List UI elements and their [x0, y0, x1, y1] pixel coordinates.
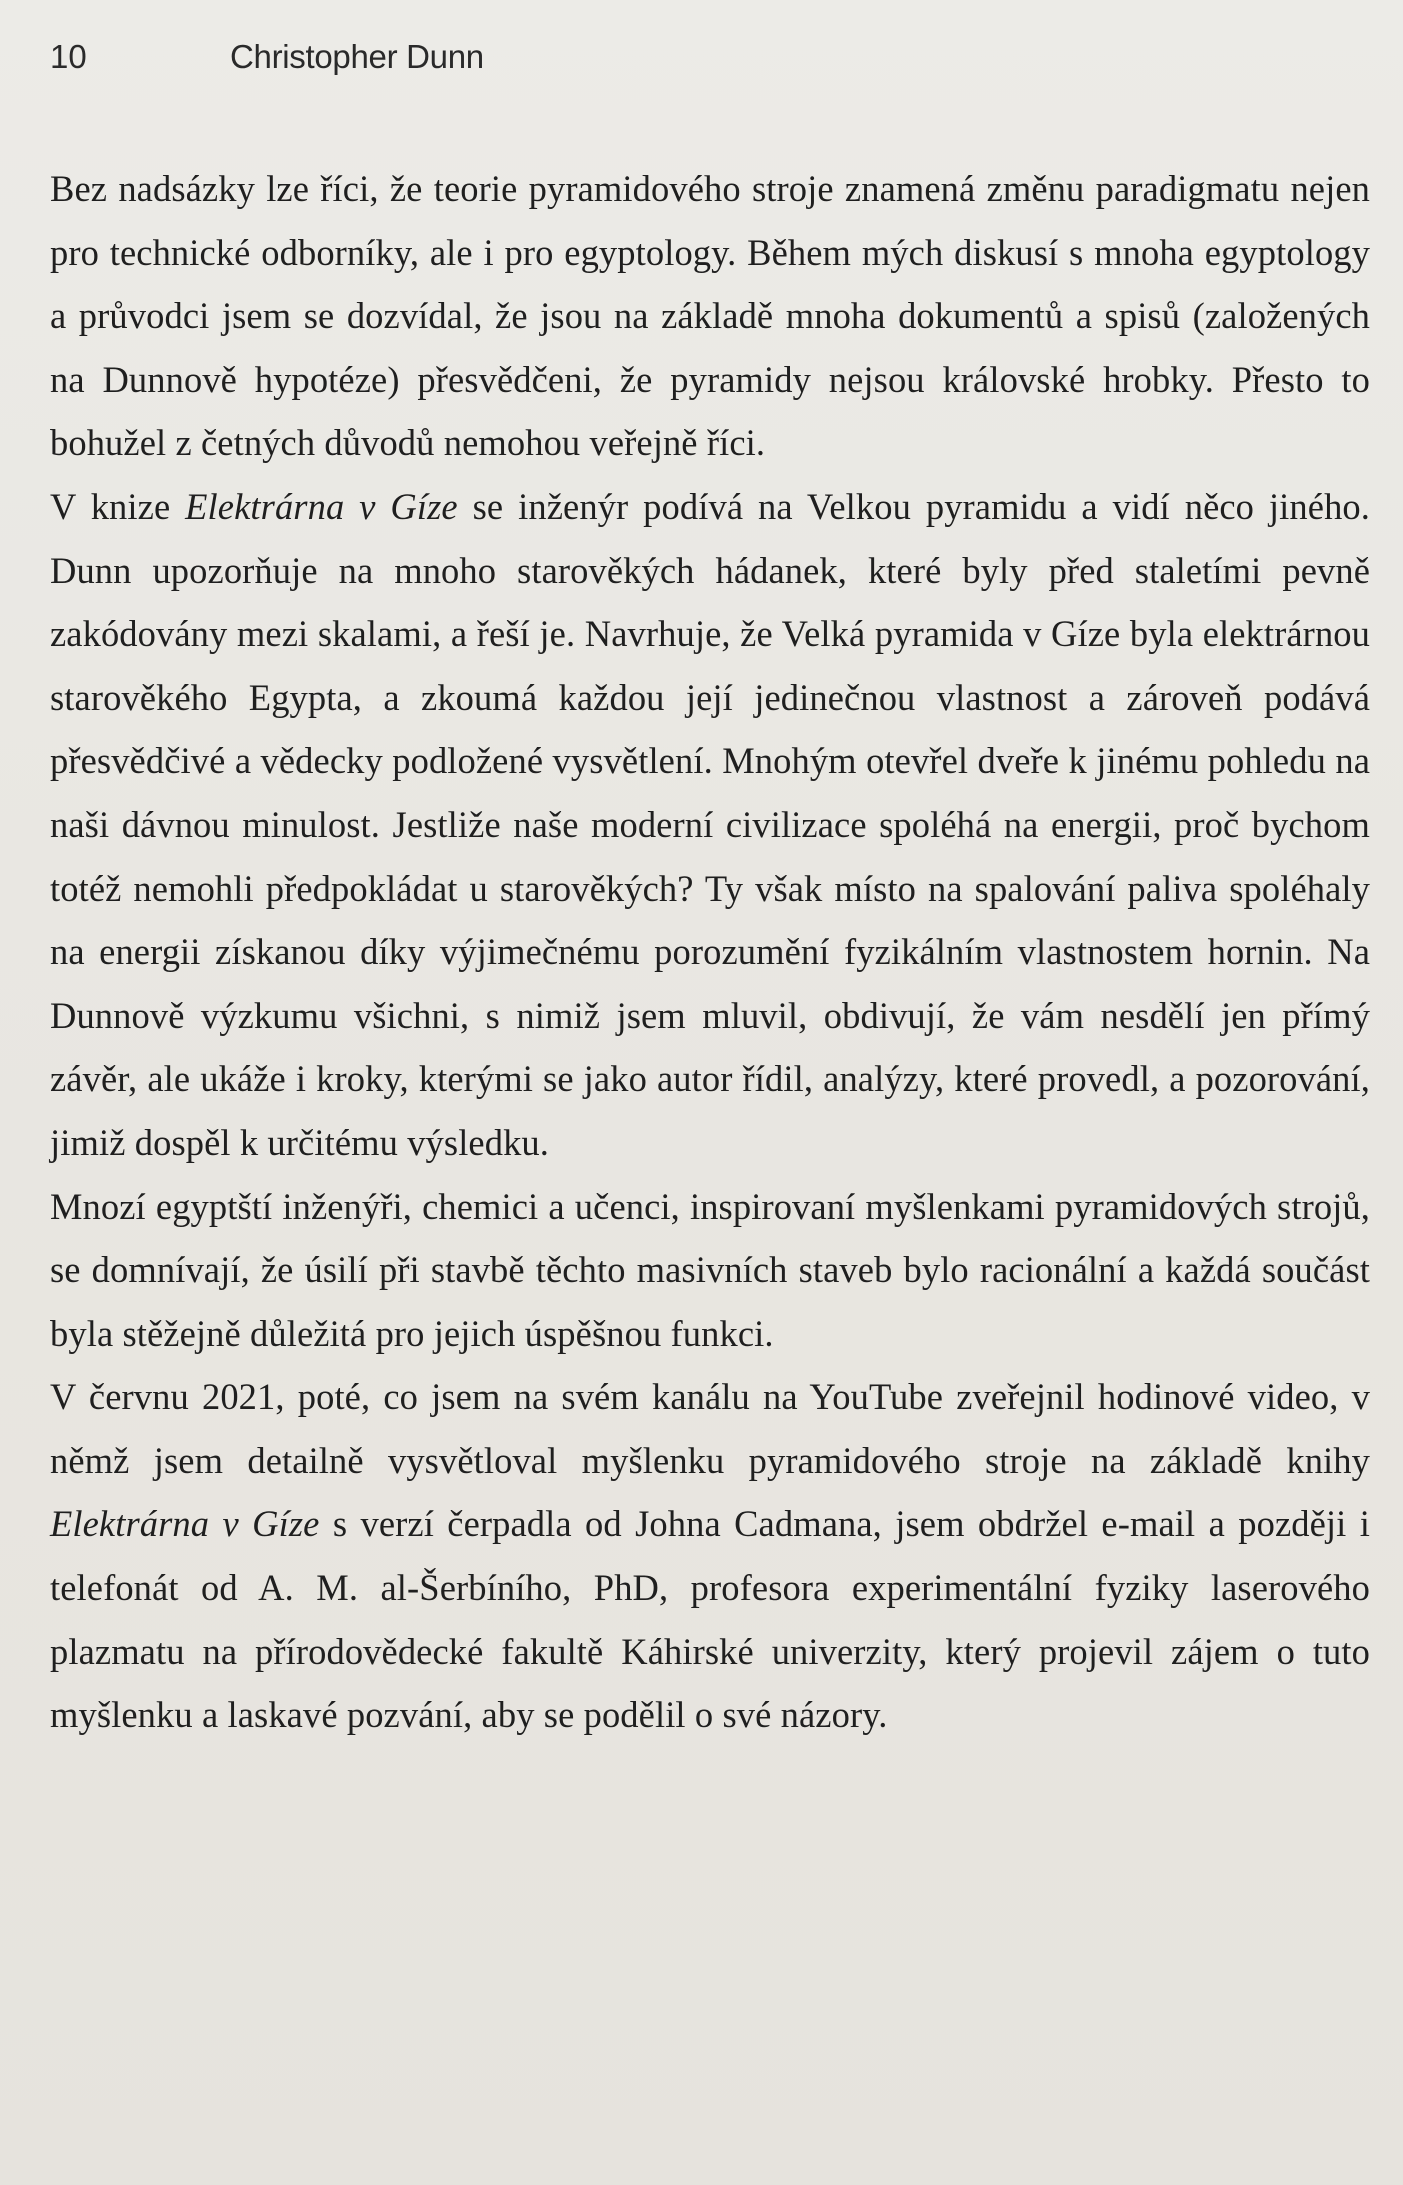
body-text: [50, 157, 1370, 1747]
running-head: [50, 38, 484, 84]
paragraph: [50, 475, 1370, 1175]
paragraph: [50, 157, 1370, 475]
paragraph-text: se inženýr podívá na Velkou pyramidu a vidí něco jiného. Dunn upozorňuje na mnoho starověkých hádanek, které byly před staletími pevně zakódovány mezi skalami, a řeší je. Navrhuje, že Velká pyramida v Gíze byla elektrárnou starověkého Egypta, a zkoumá každou její jedinečnou vlastnost a zároveň podává přesvědčivé a vědecky podložené vysvětlení. Mnohým otevřel dveře k jinému pohledu na naši dávnou minulost. Jestliže naše moderní civilizace spoléhá na energii, proč bychom totéž nemohli předpokládat u starověkých? Ty však místo na spalování paliva spoléhaly na energii získanou díky výjimečnému porozumění fyzikálním vlastnostem hornin. Na Dunnově výzkumu všichni, s nimiž jsem mluvil, obdivují, že vám nesdělí jen přímý závěr, ale ukáže i kroky, kterými se jako autor řídil, analýzy, které provedl, a pozorování, jimiž dospěl k určitému výsledku.: [50, 485, 1370, 1163]
paragraph: [50, 1175, 1370, 1366]
running-head-author: Christopher Dunn: [230, 38, 484, 75]
paragraph-text: Mnozí egyptští inženýři, chemici a učenci, inspirovaní myšlenkami pyramidových strojů, se domnívají, že úsilí při stavbě těchto masivních staveb bylo racionální a každá součást byla stěžejně důležitá pro jejich úspěšnou funkci.: [50, 1185, 1370, 1354]
page-number: 10: [50, 38, 87, 75]
paragraph-text: V knize: [50, 485, 186, 527]
paragraph: [50, 1365, 1370, 1747]
paragraph-text: V červnu 2021, poté, co jsem na svém kanálu na YouTube zveřejnil hodinové video, v němž jsem detailně vysvětloval myšlenku pyramidového stroje na základě knihy: [50, 1376, 1370, 1481]
paragraph-text: Bez nadsázky lze říci, že teorie pyramidového stroje znamená změnu paradigmatu nejen pro technické odborníky, ale i pro egyptology. Během mých diskusí s mnoha egyptology a průvodci jsem se dozvídal, že jsou na základě mnoha dokumentů a spisů (založených na Dunnově hypotéze) přesvědčeni, že pyramidy nejsou královské hrobky. Přesto to bohužel z četných důvodů nemohou veřejně říci.: [50, 168, 1370, 464]
book-title-italic: Elektrárna v Gíze: [50, 1503, 320, 1545]
paragraph-text: s verzí čerpadla od Johna Cadmana, jsem obdržel e-mail a později i telefonát od A. M. al-Šerbíního, PhD, profesora experimentální fyziky laserového plazmatu na přírodovědecké fakultě Káhirské univerzity, který projevil zájem o tuto myšlenku a laskavé pozvání, aby se podělil o své názory.: [50, 1503, 1370, 1736]
book-title-italic: Elektrárna v Gíze: [185, 485, 458, 527]
